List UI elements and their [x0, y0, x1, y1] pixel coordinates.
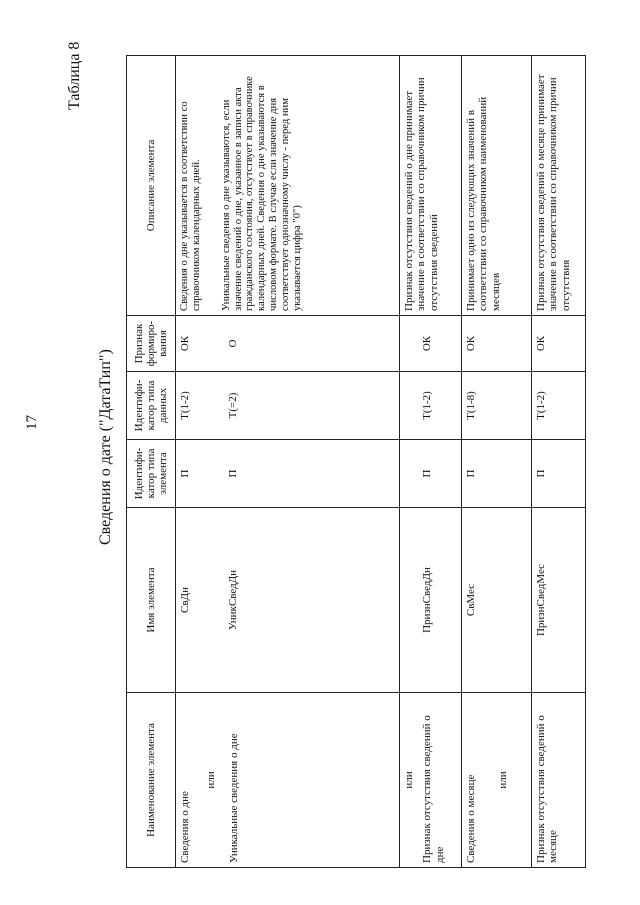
row-name: Признак отсутствия сведений о дне [421, 715, 446, 863]
document-title: Сведения о дате ("ДатаТип") [97, 349, 114, 545]
cell-type [400, 440, 462, 508]
cell-type [462, 440, 532, 508]
page-number: 17 [24, 415, 40, 430]
cell-format [532, 372, 586, 440]
row-type: П [227, 469, 240, 478]
element-table [126, 56, 586, 868]
header-attr: Признак формиро-вания [127, 316, 176, 372]
row-attr: ОК [421, 335, 433, 352]
row-format: Т(1-2) [421, 391, 433, 420]
row-type: П [465, 469, 477, 478]
cell-attr [462, 316, 532, 372]
row-attr: ОК [179, 335, 191, 352]
table-row [400, 56, 462, 868]
cell-format [176, 372, 400, 440]
cell-description [532, 56, 586, 316]
row-description: Принимает одно из следующих значений в соответствии со справочником наименований месяцев [465, 96, 502, 311]
row-name: Признак отсутствия сведений о месяце [535, 715, 560, 863]
table-row [532, 56, 586, 868]
header-element: Имя элемента [127, 508, 176, 693]
row-attr: ОК [535, 335, 547, 352]
row-name: Сведения о месяце [465, 774, 477, 863]
cell-element [400, 508, 462, 693]
cell-format [400, 372, 462, 440]
row-description: Сведения о дне указывается в соответствии со справочником календарных дней. [179, 101, 202, 311]
row-description: Признак отсутствия сведений о дне принимает значение в соответствии со справочником причин отсутствия сведений [403, 77, 440, 311]
or-label: или [205, 771, 218, 789]
row-format: Т(1-2) [535, 391, 547, 420]
or-label: или [497, 771, 510, 789]
or-label: или [403, 771, 415, 789]
cell-description [462, 56, 532, 316]
row-name: Сведения о дне [179, 791, 191, 863]
cell-element [532, 508, 586, 693]
row-format: Т(=2) [227, 392, 240, 419]
cell-name [400, 693, 462, 868]
header-type-id: Идентифи-катор типа элемента [127, 440, 176, 508]
header-format-id: Идентифи-катор типа данных [127, 372, 176, 440]
row-element: СвМес [465, 583, 477, 617]
row-type: П [421, 469, 433, 478]
cell-name [532, 693, 586, 868]
table-row [462, 56, 532, 868]
cell-attr [176, 316, 400, 372]
cell-name [176, 693, 400, 868]
cell-element [176, 508, 400, 693]
header-description: Описание элемента [127, 56, 176, 316]
row-description: Уникальные сведения о дне указываются, если значение сведений о дне, указанное в записи акта гражданского состояния, отсутствует в справочнике календарных дней. Сведения о дне указываются в числовом формате. В случае если значение дня соответствует однозначному числу - перед ним указывается цифра "0") [220, 76, 303, 311]
row-element: ПризнСведДн [421, 567, 433, 633]
cell-type [176, 440, 400, 508]
cell-description [176, 56, 400, 316]
table-caption: Таблица 8 [66, 41, 83, 110]
cell-name [462, 693, 532, 868]
row-description: Признак отсутствия сведений о месяце принимает значение в соответствии со справочником причин отсутствия [535, 74, 572, 311]
cell-format [462, 372, 532, 440]
cell-attr [532, 316, 586, 372]
row-element: ПризнСведМес [535, 563, 547, 637]
row-attr: О [227, 339, 240, 348]
row-attr: ОК [465, 335, 477, 352]
row-format: Т(1-8) [465, 391, 477, 420]
row-format: Т(1-2) [179, 391, 191, 420]
row-element: УникСведДн [227, 569, 240, 631]
cell-element [462, 508, 532, 693]
cell-attr [400, 316, 462, 372]
row-type: П [535, 469, 547, 478]
cell-type [532, 440, 586, 508]
row-type: П [179, 469, 191, 478]
cell-description [400, 56, 462, 316]
row-name: Уникальные сведения о дне [227, 733, 240, 863]
table-header-row [127, 56, 176, 868]
header-name: Наименование элемента [127, 693, 176, 868]
row-element: СвДн [179, 587, 191, 613]
table-row [176, 56, 400, 868]
